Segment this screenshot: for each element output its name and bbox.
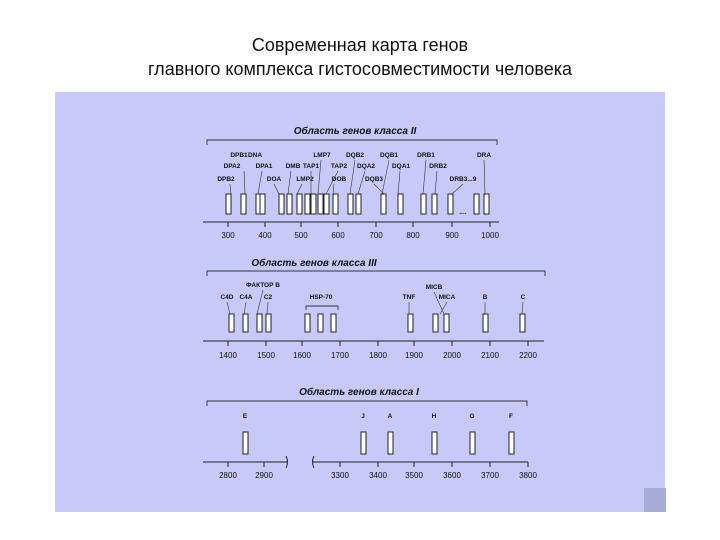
gene-label: G [469,413,475,420]
gene-label: DQB3 [364,176,384,183]
gene-leader-line [423,160,426,194]
tick-label: 800 [406,231,420,240]
gene-label: DQB1 [379,152,399,159]
tick-label: 3700 [481,471,499,480]
tick-label: 700 [369,231,383,240]
gene-box-class2 [432,194,437,214]
gene-label: B [482,294,488,301]
section-bracket-class3 [207,271,545,276]
gene-label: TNF [402,294,416,301]
gene-label: TAP1 [302,163,320,170]
tick-label: 1700 [331,351,349,360]
gene-label: TAP2 [330,163,348,170]
gene-leader-line [452,184,463,194]
tick-label: 2800 [219,471,237,480]
section-title-class1: Область генов класса I [299,387,419,398]
gene-label: DPA2 [223,163,241,170]
tick-label: 2100 [481,351,499,360]
gene-box-class2 [318,194,323,214]
hsp70-bracket [306,306,338,310]
section-title-class2: Область генов класса II [293,126,417,137]
gene-label: C4A [239,294,253,301]
gene-box-class2 [260,194,265,214]
tick-label: 900 [445,231,459,240]
tick-label: 3300 [331,471,349,480]
gene-label: DRA [476,152,492,159]
tick-label: 1900 [405,351,423,360]
tick-label: 600 [331,231,345,240]
gene-leader-line [227,302,230,314]
gene-leader-line [435,171,437,194]
gene-box-class3 [266,314,271,332]
gene-box-class3 [483,314,488,332]
section-bracket-class1 [207,401,527,406]
tick-label: 3500 [405,471,423,480]
gene-box-class3 [229,314,234,332]
gene-label: MICA [438,294,456,301]
gene-label: HSP-70 [309,294,333,301]
gene-box-class2 [398,194,403,214]
gene-leader-line [484,160,485,194]
gene-box-class2 [226,194,231,214]
gene-leader-line [230,184,231,194]
tick-label: 2000 [443,351,461,360]
gene-box-class2 [484,194,489,214]
gene-box-class2 [333,194,338,214]
slide-title-line2: главного комплекса гистосовместимости человека [148,59,572,79]
gene-box-class1 [388,432,393,454]
gene-label: C2 [263,294,273,301]
gene-box-class2 [421,194,426,214]
gene-leader-line [333,184,334,194]
gene-box-class1 [361,432,366,454]
gene-box-class3 [243,314,248,332]
gene-leader-line [350,160,355,194]
gene-leader-line [297,184,302,194]
gene-leader-line [244,302,246,314]
gene-box-class2 [324,194,329,214]
slide-title-line1: Современная карта генов [251,35,469,55]
tick-label: 1800 [369,351,387,360]
gene-label: DPB1 [230,152,248,159]
gene-leader-line [522,302,523,314]
gene-box-class3 [520,314,525,332]
gene-box-class3 [408,314,413,332]
tick-label: 1600 [293,351,311,360]
gene-box-class2 [305,194,310,214]
gene-label: DOB [331,176,347,183]
tick-label: 1400 [219,351,237,360]
gene-leader-line [244,171,245,194]
gene-label: ФАКТОР В [246,282,280,289]
gene-label: A [387,413,393,420]
section-bracket-class2 [207,140,497,145]
tick-label: 2200 [519,351,537,360]
gene-label: H [431,413,437,420]
gene-leader-line [398,171,400,194]
gene-label: DOA [266,176,282,183]
gene-label: LMP7 [313,152,331,159]
gene-box-class3 [444,314,449,332]
gene-label: DRB2 [429,163,447,170]
gene-box-class2 [348,194,353,214]
gene-leader-line [258,171,262,194]
gene-box-class2 [241,194,246,214]
gene-box-class3 [433,314,438,332]
gene-leader-line [257,290,263,314]
gene-label: MICB [425,284,443,291]
gene-label: DRB3...9 [449,176,477,183]
gene-box-class2 [356,194,361,214]
gene-label: C4D [220,294,234,301]
tick-label: 500 [294,231,308,240]
gene-box-class2 [448,194,453,214]
tick-label: 3400 [369,471,387,480]
gene-label: F [509,413,513,420]
gene-box-class1 [432,432,437,454]
ellipsis: .... [459,209,467,216]
gene-box-class2 [287,194,292,214]
gene-label: DRB1 [417,152,435,159]
gene-box-class3 [257,314,262,332]
gene-leader-line [358,171,365,194]
gene-label: DMB [285,163,301,170]
gene-box-class3 [305,314,310,332]
gene-label: DQA2 [356,163,376,170]
tick-label: 3800 [519,471,537,480]
gene-label: E [242,413,248,420]
gene-label: J [361,413,365,420]
gene-label: DPA1 [255,163,273,170]
gene-label: DPB2 [217,176,235,183]
gene-box-class1 [470,432,475,454]
tick-label: 3600 [443,471,461,480]
gene-label: C [520,294,526,301]
gene-box-class2 [311,194,316,214]
section-title-class3: Область генов класса III [251,258,377,269]
gene-leader-line [267,302,268,314]
gene-box-class1 [243,432,248,454]
tick-label: 1000 [481,231,499,240]
gene-box-class3 [318,314,323,332]
gene-box-class2 [381,194,386,214]
gene-box-class1 [509,432,514,454]
gene-label: DNA [247,152,263,159]
tick-label: 300 [221,231,235,240]
gene-leader-line [274,184,279,194]
gene-label: DQB2 [345,152,365,159]
gene-label: LMP2 [296,176,314,183]
tick-label: 1500 [257,351,275,360]
gene-label: DQA1 [391,163,411,170]
gene-box-class3 [331,314,336,332]
gene-leader-line [382,160,389,194]
gene-box-class2 [279,194,284,214]
tick-label: 2900 [255,471,273,480]
gene-leader-line [288,171,291,194]
gene-box-class2 [297,194,302,214]
gene-box-class2 [474,194,479,214]
tick-label: 400 [258,231,272,240]
